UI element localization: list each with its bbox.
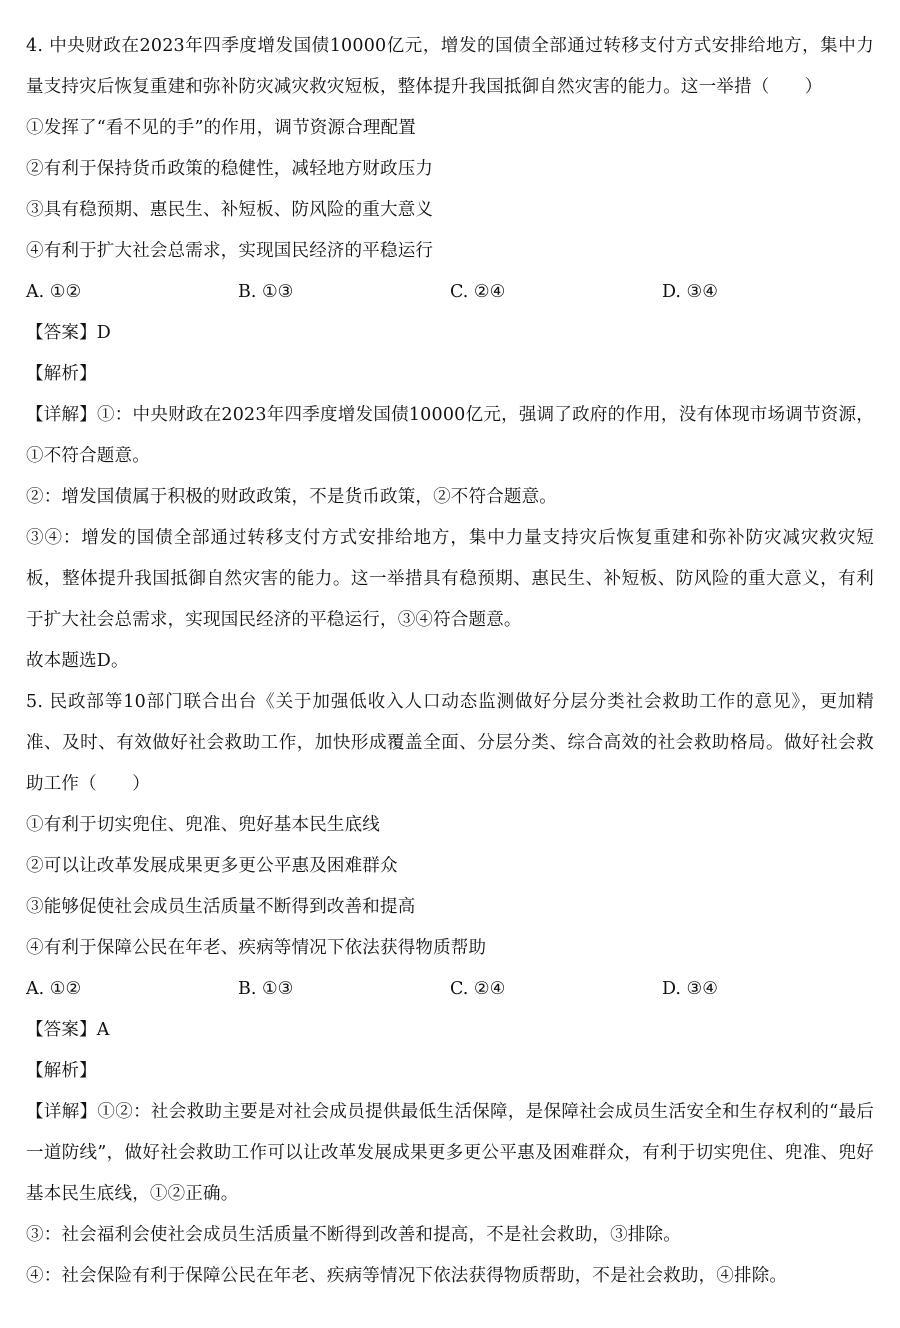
question-4-item-2: ②有利于保持货币政策的稳健性，减轻地方财政压力 xyxy=(26,159,434,179)
question-4-item-4: ④有利于扩大社会总需求，实现国民经济的平稳运行 xyxy=(26,241,434,261)
question-4-item-1: ①发挥了“看不见的手”的作用，调节资源合理配置 xyxy=(26,118,416,138)
question-4-detail-1: 【详解】①：中央财政在2023年四季度增发国债10000亿元，强调了政府的作用，没有体现市场调节资源，①不符合题意。 xyxy=(26,405,874,466)
document-page xyxy=(26,26,874,1297)
question-4-item-3: ③具有稳预期、惠民生、补短板、防风险的重大意义 xyxy=(26,200,434,220)
question-5-answer: 【答案】A xyxy=(26,1020,110,1040)
question-5-analysis-label: 【解析】 xyxy=(26,1061,97,1081)
question-4-conclusion: 故本题选D。 xyxy=(26,651,129,671)
question-4-option-b: B. ①③ xyxy=(238,282,294,302)
question-5-stem: 5. 民政部等10部门联合出台《关于加强低收入人口动态监测做好分层分类社会救助工作的意见》，更加精准、及时、有效做好社会救助工作，加快形成覆盖全面、分层分类、综合高效的社会救助格局。做好社会救助工作（ ） xyxy=(26,692,874,794)
question-5-option-d: D. ③④ xyxy=(662,979,718,999)
question-5-detail-1: 【详解】①②：社会救助主要是对社会成员提供最低生活保障，是保障社会成员生活安全和生存权利的“最后一道防线”，做好社会救助工作可以让改革发展成果更多更公平惠及困难群众，有利于切实兜住、兜准、兜好基本民生底线，①②正确。 xyxy=(26,1102,874,1204)
question-5-item-3: ③能够促使社会成员生活质量不断得到改善和提高 xyxy=(26,897,416,917)
question-4-analysis-label: 【解析】 xyxy=(26,364,97,384)
question-5-option-a: A. ①② xyxy=(26,979,82,999)
question-4-option-d: D. ③④ xyxy=(662,282,718,302)
question-5-detail-3: ④：社会保险有利于保障公民在年老、疾病等情况下依法获得物质帮助，不是社会救助，④排除。 xyxy=(26,1266,788,1286)
question-4-options xyxy=(26,272,874,313)
question-5-item-1: ①有利于切实兜住、兜准、兜好基本民生底线 xyxy=(26,815,380,835)
question-4-detail-2: ②：增发国债属于积极的财政政策，不是货币政策，②不符合题意。 xyxy=(26,487,557,507)
question-4-stem: 4. 中央财政在2023年四季度增发国债10000亿元，增发的国债全部通过转移支付方式安排给地方，集中力量支持灾后恢复重建和弥补防灾减灾救灾短板，整体提升我国抵御自然灾害的能力。这一举措（ ） xyxy=(26,36,874,97)
question-5-option-c: C. ②④ xyxy=(450,979,506,999)
question-5-options xyxy=(26,969,874,1010)
question-4-answer: 【答案】D xyxy=(26,323,112,343)
question-5 xyxy=(26,682,874,1297)
question-4-detail-3: ③④：增发的国债全部通过转移支付方式安排给地方，集中力量支持灾后恢复重建和弥补防灾减灾救灾短板，整体提升我国抵御自然灾害的能力。这一举措具有稳预期、惠民生、补短板、防风险的重大意义，有利于扩大社会总需求，实现国民经济的平稳运行，③④符合题意。 xyxy=(26,528,874,630)
question-5-item-2: ②可以让改革发展成果更多更公平惠及困难群众 xyxy=(26,856,398,876)
question-4-option-c: C. ②④ xyxy=(450,282,506,302)
question-5-detail-2: ③：社会福利会使社会成员生活质量不断得到改善和提高，不是社会救助，③排除。 xyxy=(26,1225,681,1245)
question-5-item-4: ④有利于保障公民在年老、疾病等情况下依法获得物质帮助 xyxy=(26,938,487,958)
question-5-option-b: B. ①③ xyxy=(238,979,294,999)
question-4-option-a: A. ①② xyxy=(26,282,82,302)
question-4 xyxy=(26,26,874,682)
